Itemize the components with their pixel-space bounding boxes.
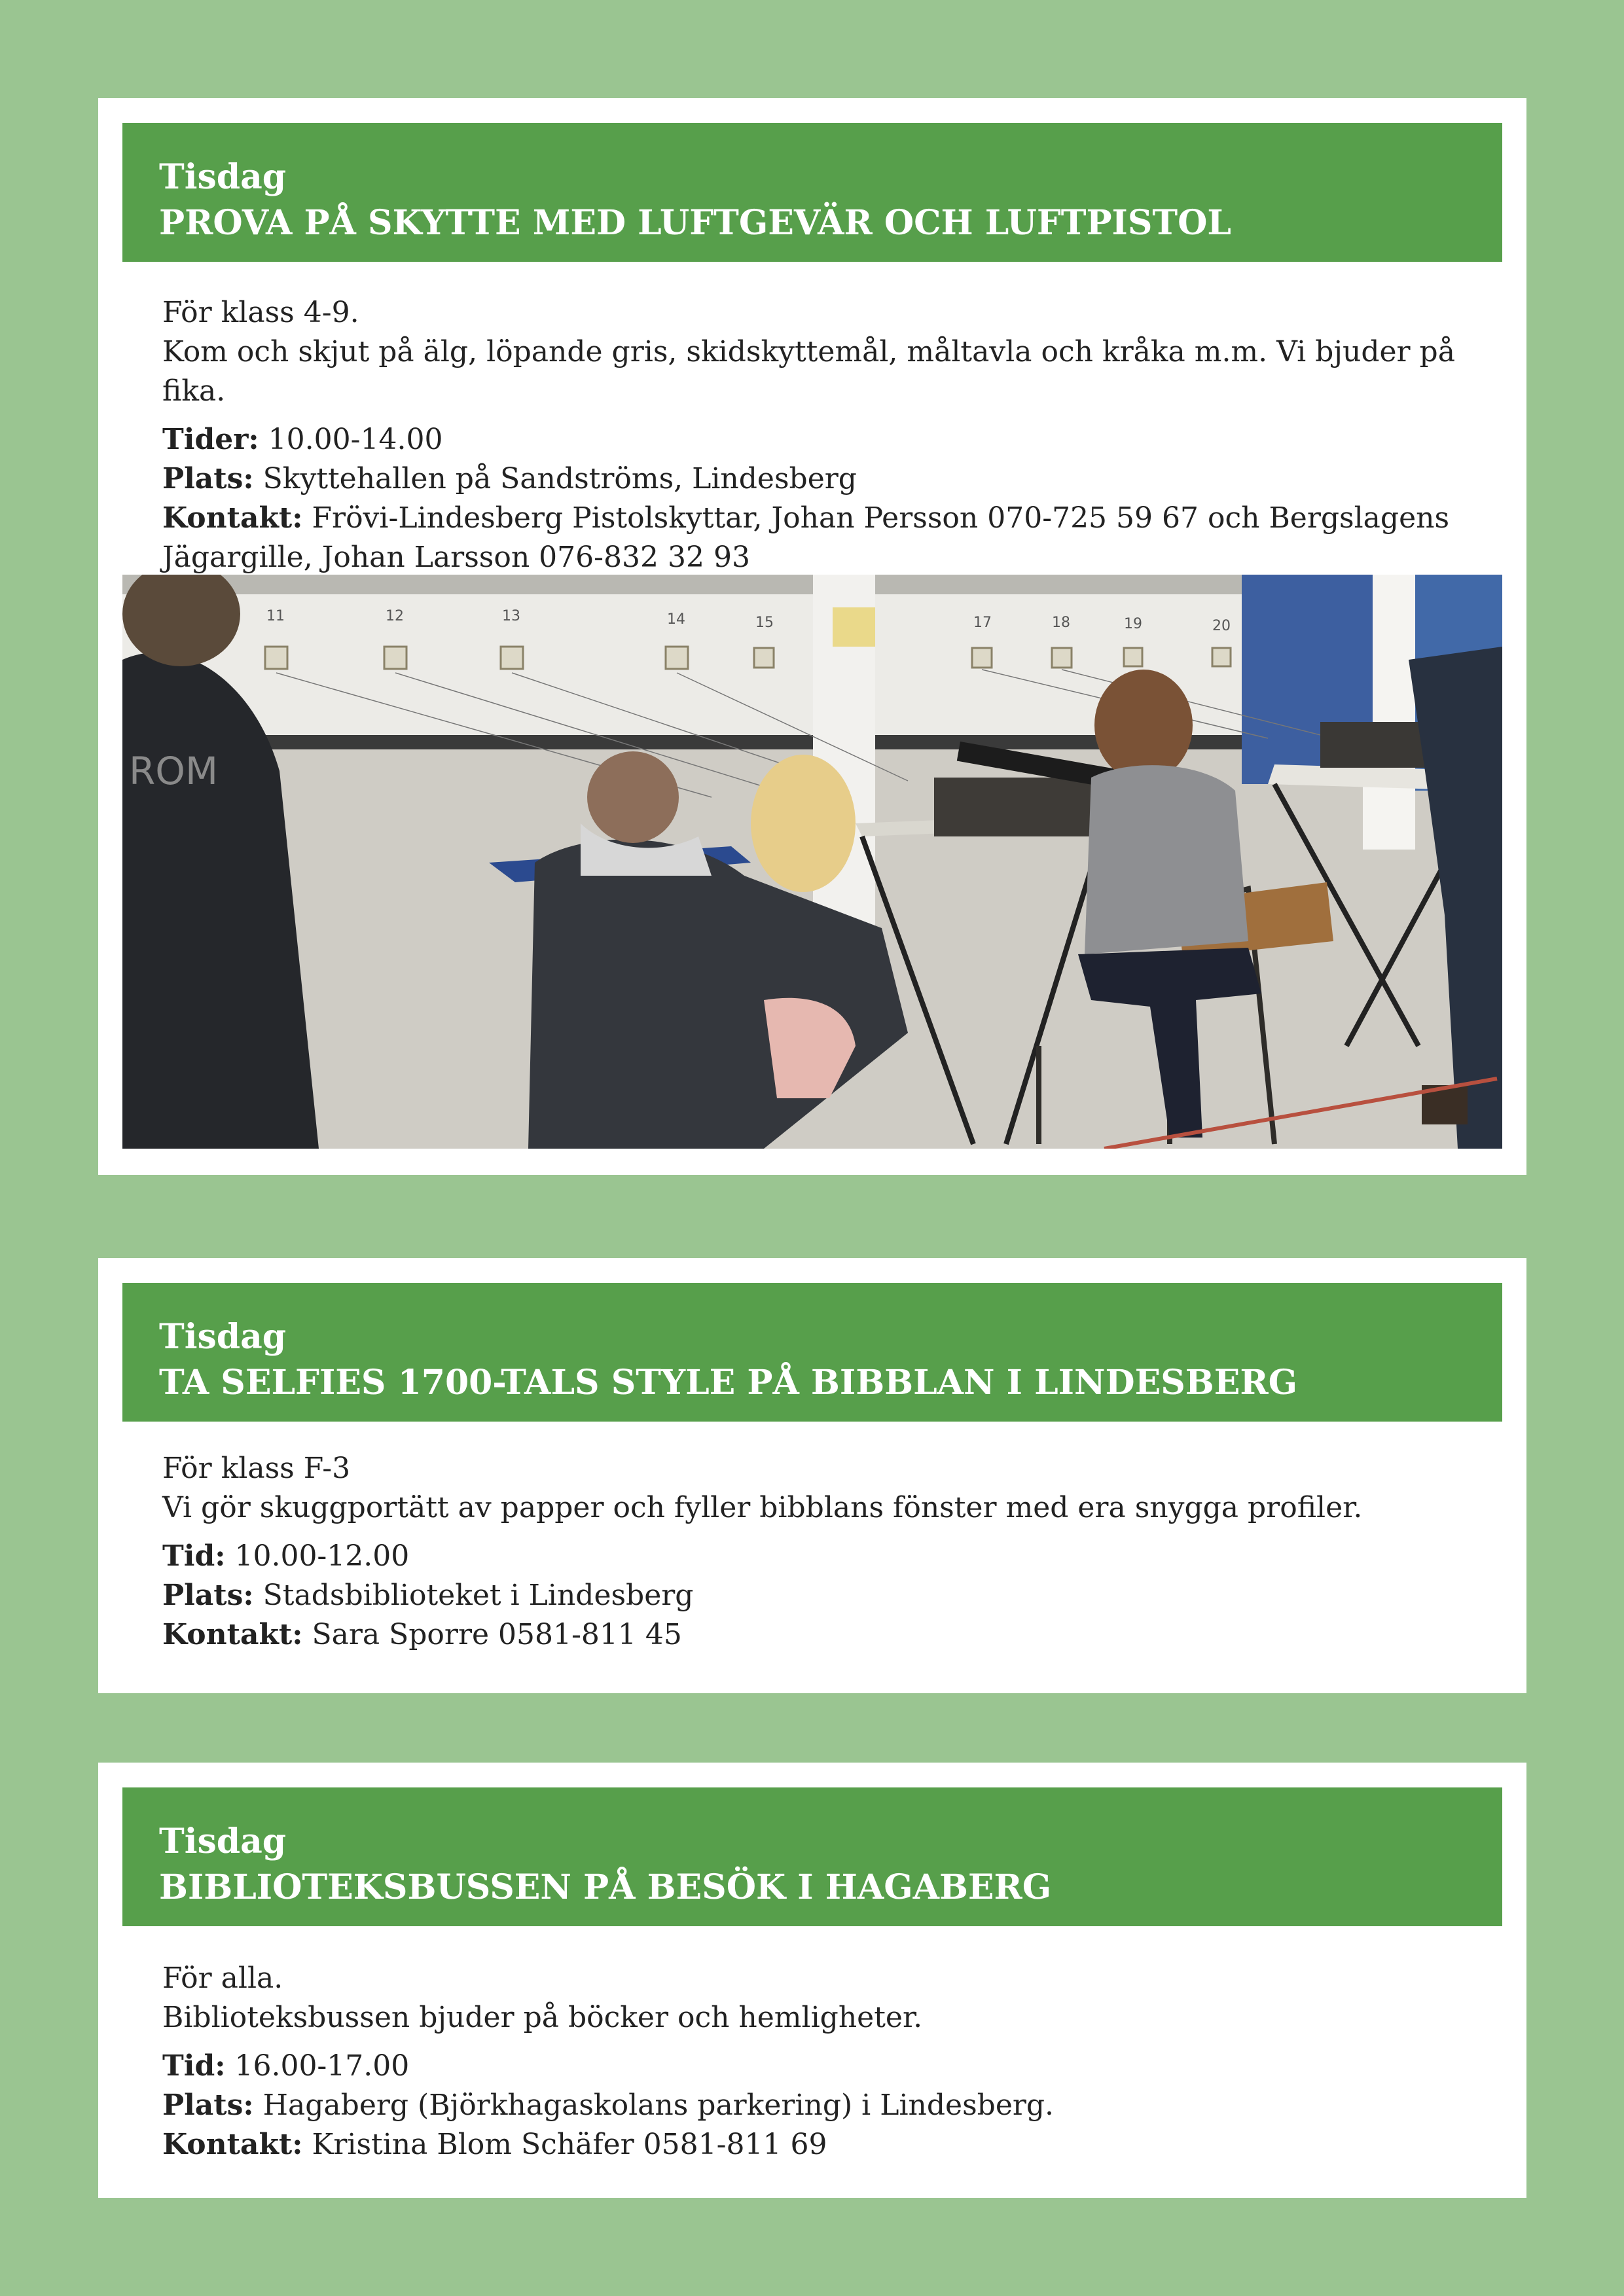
contact-value: Sara Sporre 0581-811 45: [312, 1618, 682, 1651]
shooting-range-illustration: [122, 575, 1502, 1149]
event-description: Vi gör skuggportätt av papper och fyller bibblans fönster med era snygga profiler.: [162, 1491, 1363, 1524]
event-place: [162, 1576, 1362, 1615]
event-card-shooting: [98, 98, 1526, 1175]
event-contact: [162, 2125, 1054, 2164]
event-title: PROVA PÅ SKYTTE MED LUFTGEVÄR OCH LUFTPISTOL: [159, 203, 1231, 243]
place-label: Plats:: [162, 462, 254, 495]
time-label: Tid:: [162, 2049, 226, 2083]
place-value: Stadsbiblioteket i Lindesberg: [262, 1579, 694, 1612]
event-audience: För klass F-3: [162, 1452, 351, 1485]
time-label: Tider:: [162, 423, 259, 456]
event-time: [162, 420, 1526, 459]
event-day: Tisdag: [159, 1317, 287, 1357]
contact-label: Kontakt:: [162, 2128, 303, 2161]
place-value: Skyttehallen på Sandströms, Lindesberg: [262, 462, 857, 495]
time-label: Tid:: [162, 1539, 226, 1573]
time-value: 10.00-14.00: [268, 423, 443, 456]
event-audience: För klass 4-9.: [162, 296, 359, 329]
lane-number: 12: [386, 608, 404, 624]
lane-number: 13: [502, 608, 520, 624]
event-audience: För alla.: [162, 1962, 283, 1995]
contact-label: Kontakt:: [162, 1618, 303, 1651]
place-label: Plats:: [162, 2089, 254, 2122]
event-header: [122, 123, 1502, 262]
event-card-selfies: [98, 1258, 1526, 1693]
contact-label: Kontakt:: [162, 501, 303, 535]
event-header: [122, 1283, 1502, 1422]
event-contact: [162, 1615, 1362, 1655]
event-place: [162, 2086, 1054, 2125]
place-value: Hagaberg (Björkhagaskolans parkering) i Lindesberg.: [262, 2089, 1055, 2122]
event-time: [162, 2047, 1054, 2086]
event-contact-continued: Jägargille, Johan Larsson 076-832 32 93: [162, 541, 750, 574]
event-title: TA SELFIES 1700-TALS STYLE PÅ BIBBLAN I LINDESBERG: [159, 1363, 1297, 1403]
event-contact: [162, 499, 1526, 538]
event-details: [162, 1449, 1362, 1655]
lane-number: 15: [755, 615, 774, 631]
lane-number: 11: [266, 608, 285, 624]
event-title: BIBLIOTEKSBUSSEN PÅ BESÖK I HAGABERG: [159, 1867, 1052, 1907]
event-details: [162, 293, 1526, 577]
contact-value: Frövi-Lindesberg Pistolskyttar, Johan Persson 070-725 59 67 och Bergslagens: [312, 501, 1450, 535]
event-description: Kom och skjut på älg, löpande gris, skidskyttemål, måltavla och kråka m.m. Vi bjuder på fika.: [162, 335, 1455, 408]
time-value: 10.00-12.00: [234, 1539, 410, 1573]
event-card-library-bus: [98, 1763, 1526, 2198]
event-place: [162, 459, 1526, 499]
shooting-range-photo: [122, 575, 1502, 1149]
lane-number: 17: [973, 615, 992, 631]
lane-number: 20: [1212, 618, 1231, 634]
place-label: Plats:: [162, 1579, 254, 1612]
event-day: Tisdag: [159, 1821, 287, 1861]
lane-number: 18: [1052, 615, 1070, 631]
event-details: [162, 1959, 1054, 2164]
event-day: Tisdag: [159, 157, 287, 197]
lane-number: 14: [667, 611, 685, 628]
contact-value: Kristina Blom Schäfer 0581-811 69: [312, 2128, 827, 2161]
event-header: [122, 1787, 1502, 1926]
event-time: [162, 1537, 1362, 1576]
jacket-print: ROM: [129, 749, 218, 793]
lane-number: 19: [1124, 616, 1142, 632]
event-description: Biblioteksbussen bjuder på böcker och hemligheter.: [162, 2001, 923, 2034]
time-value: 16.00-17.00: [234, 2049, 410, 2083]
